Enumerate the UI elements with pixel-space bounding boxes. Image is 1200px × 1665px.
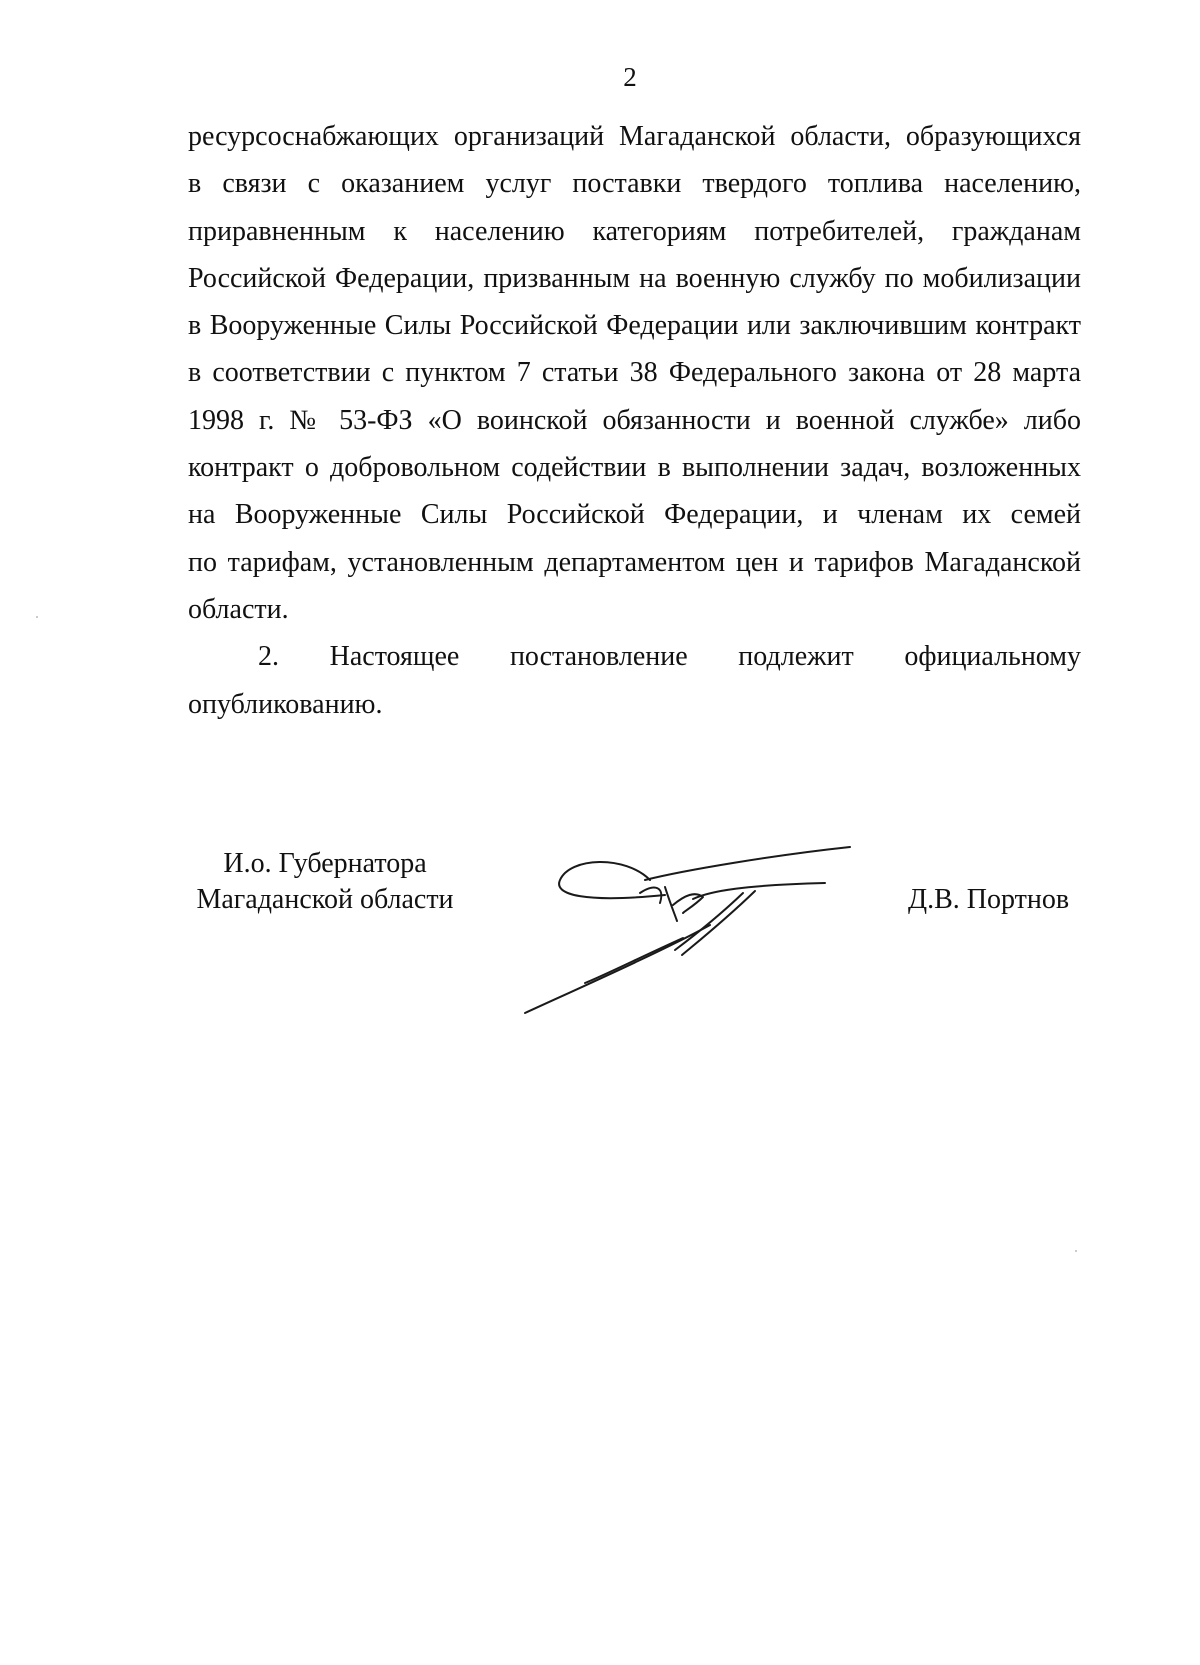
paragraph-1-line: по тарифам, установленным департаментом цен и тарифов Магаданской [188, 546, 1081, 578]
signatory-position-line: И.о. Губернатора [223, 848, 427, 879]
signatory-position [190, 846, 460, 918]
document-body [188, 113, 1081, 728]
signatory-name: Д.В. Портнов [908, 884, 1070, 915]
paragraph-1-line: 1998 г. № 53-ФЗ «О воинской обязанности и военной службе» либо [188, 404, 1081, 436]
paragraph-1-line: в соответствии с пунктом 7 статьи 38 Федерального закона от 28 марта [188, 357, 1081, 389]
signatory-position-line: Магаданской области [196, 884, 454, 915]
paragraph-1-line: Российской Федерации, призванным на военную службу по мобилизации [188, 262, 1081, 294]
paragraph-1-line: в Вооруженные Силы Российской Федерации или заключившим контракт [188, 310, 1081, 342]
handwritten-signature [515, 825, 855, 1025]
paragraph-2-line: 2. Настоящее постановление подлежит официальному [258, 641, 1081, 673]
paragraph-1-line: на Вооруженные Силы Российской Федерации, и членам их семей [188, 499, 1081, 531]
paragraph-1-line: контракт о добровольном содействии в выполнении задач, возложенных [188, 452, 1081, 484]
paragraph-2-line: опубликованию. [188, 688, 383, 720]
page-number: 2 [623, 62, 637, 92]
paragraph-1-line: области. [188, 593, 289, 625]
paragraph-1-line: приравненным к населению категориям потребителей, гражданам [188, 215, 1081, 247]
scan-artifact [1075, 1250, 1077, 1252]
paragraph-1-line: в связи с оказанием услуг поставки твердого топлива населению, [188, 168, 1081, 200]
scan-artifact [36, 616, 38, 618]
paragraph-1-line: ресурсоснабжающих организаций Магаданской области, образующихся [188, 121, 1081, 152]
